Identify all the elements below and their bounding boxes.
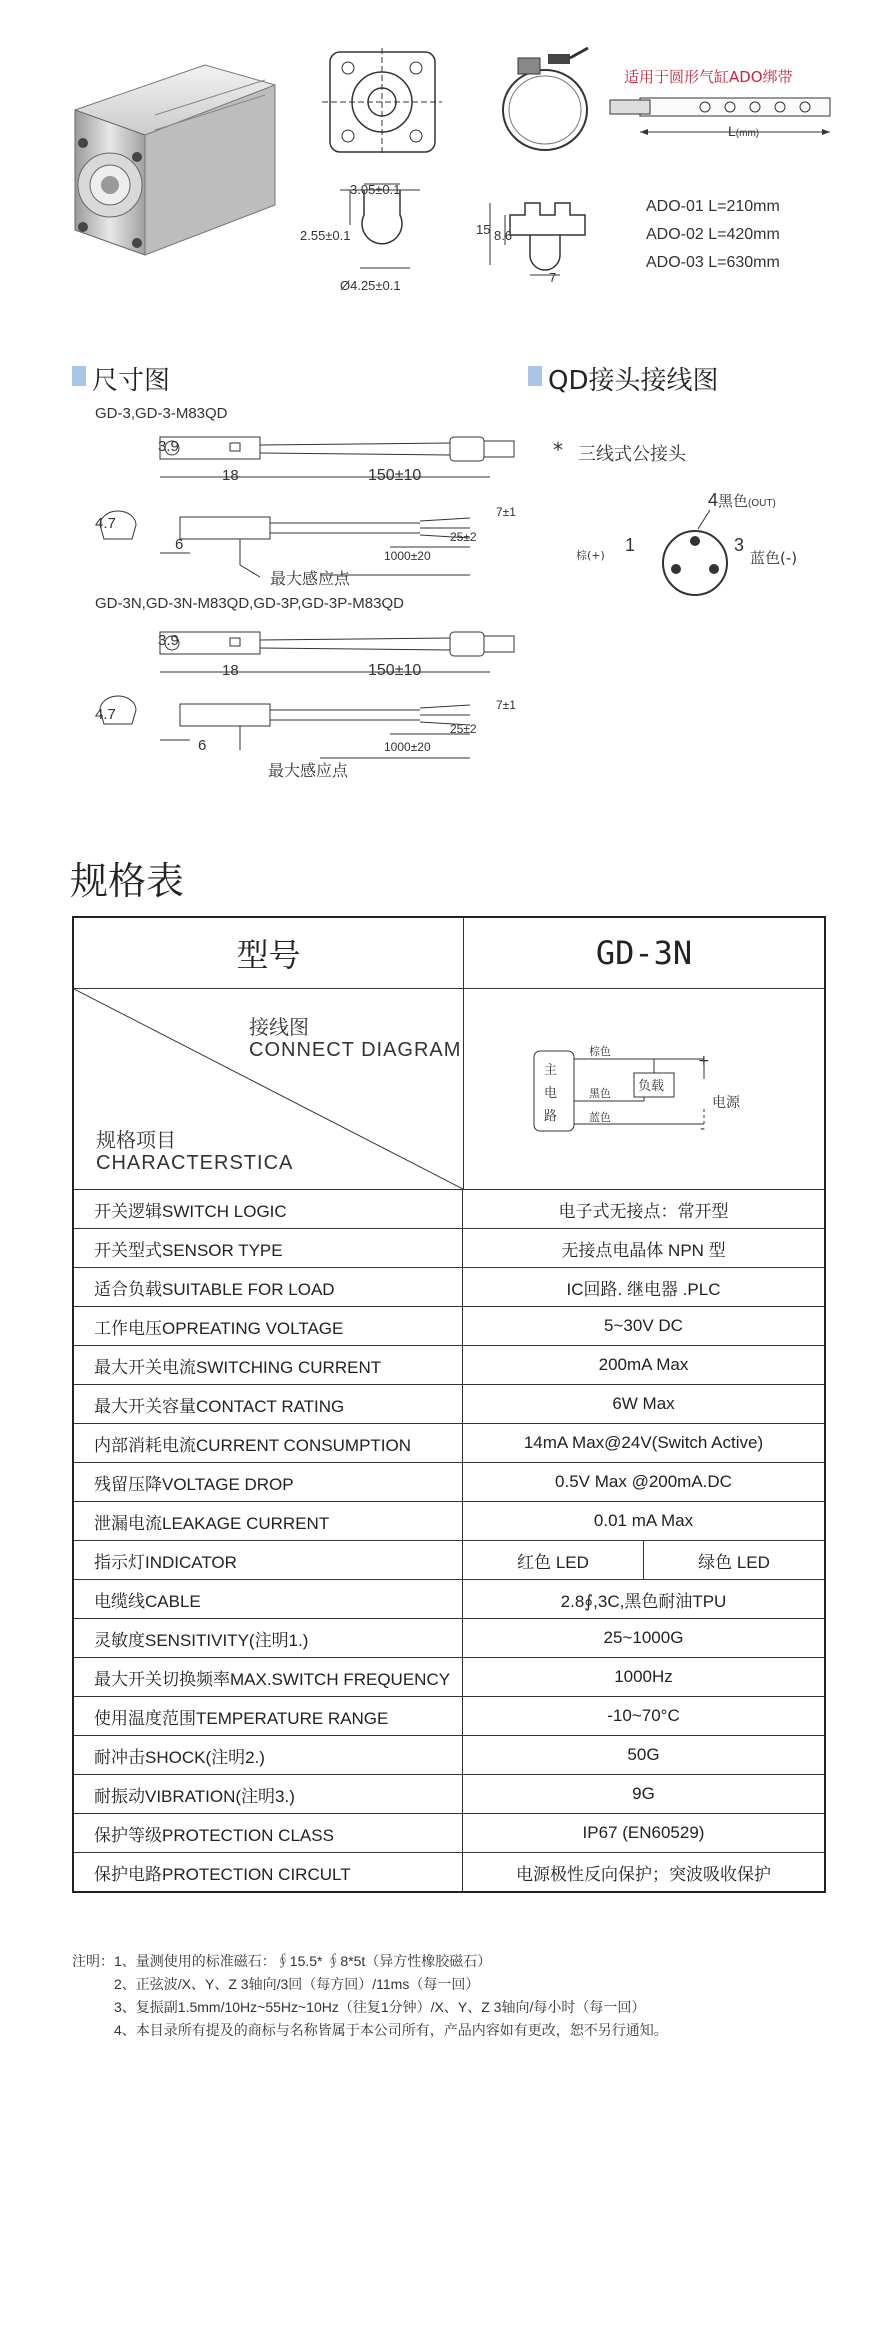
spec-row-cable: 电缆线CABLE 2.8∮,3C,黑色耐油TPU (74, 1579, 824, 1618)
spec-row-protection-circuit: 保护电路PROTECTION CIRCULT 电源极性反向保护；突波吸收保护 (74, 1852, 824, 1891)
spec-diagram-cell (464, 989, 824, 1189)
dim-6-b: 6 (198, 737, 207, 754)
dim-4-7-a: 4.7 (95, 515, 116, 532)
spec-row-sensitivity: 灵敏度SENSITIVITY(注明1.) 25~1000G (74, 1618, 824, 1657)
dim-3-05: 3.05±0.1 (350, 182, 401, 197)
top-product-area (0, 0, 891, 330)
spec-row-frequency: 最大开关切换频率MAX.SWITCH FREQUENCY 1000Hz (74, 1657, 824, 1696)
dim-3-9-a: 3.9 (158, 438, 179, 455)
spec-row-contact-rating: 最大开关容量CONTACT RATING 6W Max (74, 1384, 824, 1423)
spec-header-model: 型号 (74, 918, 464, 988)
dims-model-2: GD-3N,GD-3N-M83QD,GD-3P,GD-3P-M83QD (95, 595, 404, 612)
cylinder-product-image (55, 55, 305, 275)
sensing-point-b: 最大感应点 (268, 761, 349, 780)
note-2: 2、正弦波/X、Y、Z 3轴向/3回（每方回）/11ms（每一回） (114, 1976, 480, 1992)
note-1: 注明：1、量测使用的标准磁石：∮15.5* ∮8*5t（异方性橡胶磁石） (72, 1953, 492, 1969)
dim-25-a: 25±2 (450, 530, 477, 544)
indicator-green: 绿色 LED (643, 1541, 824, 1579)
spec-row-voltage: 工作电压OPREATING VOLTAGE 5~30V DC (74, 1306, 824, 1345)
dim-15: 15 (476, 222, 491, 237)
spec-table (72, 916, 826, 1893)
dim-18-b: 18 (222, 662, 239, 679)
qd-star: * (553, 438, 563, 462)
notes (72, 1950, 668, 2042)
qd-pin3-label: 蓝色(-) (750, 549, 798, 567)
circuit-main-2: 电 (544, 1086, 558, 1101)
spec-row-vibration: 耐振动VIBRATION(注明3.) 9G (74, 1774, 824, 1813)
ado-title: 适用于圆形气缸ADO绑带 (624, 68, 793, 86)
dim-6-a: 6 (175, 536, 184, 553)
note-3: 3、复振副1.5mm/10Hz~55Hz~10Hz（往复1分钟）/X、Y、Z 3轴向/每小时（每一回） (114, 1999, 646, 2015)
diagram-cn: 接线图 (249, 1017, 309, 1039)
spec-row-indicator: 指示灯INDICATOR 红色 LED 绿色 LED (74, 1540, 824, 1579)
spec-title: 规格表 (70, 859, 185, 903)
spec-row-sensor-type: 开关型式SENSOR TYPE 无接点电晶体 NPN 型 (74, 1228, 824, 1267)
dim-7-a: 7±1 (496, 505, 516, 519)
indicator-red: 红色 LED (517, 1552, 589, 1572)
spec-row-switch-logic: 开关逻辑SWITCH LOGIC 电子式无接点：常开型 (74, 1189, 824, 1228)
ado-axis-label: L(mm) (728, 123, 760, 139)
spec-row-protection-class: 保护等级PROTECTION CLASS IP67 (EN60529) (74, 1813, 824, 1852)
qd-title-marker (528, 366, 542, 386)
ado-01: ADO-01 L=210mm (646, 198, 780, 215)
dims-model-1: GD-3,GD-3-M83QD (95, 405, 228, 422)
spec-diagram-label-cell (74, 989, 464, 1189)
spec-row-shock: 耐冲击SHOCK(注明2.) 50G (74, 1735, 824, 1774)
circuit-load: 负载 (638, 1079, 665, 1094)
items-cn: 规格项目 (96, 1130, 176, 1152)
circuit-black: 黑色 (589, 1087, 611, 1100)
dims-title: 尺寸图 (92, 366, 171, 396)
note-4: 4、本目录所有提及的商标与名称皆属于本公司所有，产品内容如有更改，恕不另行通知。 (114, 2022, 668, 2038)
circuit-main-1: 主 (544, 1063, 558, 1078)
flange-drawing (318, 46, 448, 161)
dim-8-6: 8.6 (494, 228, 513, 243)
qd-pin1: 1 (625, 535, 636, 555)
spec-header-row (74, 918, 824, 988)
spec-header-value: GD-3N (595, 934, 693, 972)
circuit-power: 电源 (712, 1095, 740, 1111)
ado-03: ADO-03 L=630mm (646, 254, 780, 271)
dim-7-b: 7±1 (496, 698, 516, 712)
spec-row-switching-current: 最大开关电流SWITCHING CURRENT 200mA Max (74, 1345, 824, 1384)
ado-band-drawing (600, 90, 840, 150)
spec-row-load: 适合负载SUITABLE FOR LOAD IC回路. 继电器 .PLC (74, 1267, 824, 1306)
dim-2-55: 2.55±0.1 (300, 228, 351, 243)
spec-row-leakage: 泄漏电流LEAKAGE CURRENT 0.01 mA Max (74, 1501, 824, 1540)
dim-1000-b: 1000±20 (384, 740, 431, 754)
qd-subtitle: 三线式公接头 (578, 444, 686, 465)
dim-7: 7 (549, 270, 557, 285)
spec-row-current-consumption: 内部消耗电流CURRENT CONSUMPTION 14mA Max@24V(Switch Active) (74, 1423, 824, 1462)
qd-connector-diagram (640, 505, 760, 625)
qd-pin3: 3 (734, 535, 745, 555)
spec-diagram-row (74, 988, 824, 1189)
diagram-en: CONNECT DIAGRAM (249, 1039, 462, 1061)
ring-band-drawing (490, 40, 600, 160)
qd-pin1-label: 棕(+) (576, 549, 605, 562)
dims-title-marker (72, 366, 86, 386)
dim-18-a: 18 (222, 467, 239, 484)
circuit-main-3: 路 (544, 1109, 558, 1124)
dim-3-9-b: 3.9 (158, 632, 179, 649)
bracket-drawing (470, 195, 610, 285)
spec-row-voltage-drop: 残留压降VOLTAGE DROP 0.5V Max @200mA.DC (74, 1462, 824, 1501)
circuit-plus: + (698, 1053, 710, 1069)
dim-4-25: Ø4.25±0.1 (340, 278, 401, 293)
circuit-brown: 棕色 (589, 1045, 611, 1058)
dim-25-b: 25±2 (450, 722, 477, 736)
sensing-point-a: 最大感应点 (270, 569, 351, 588)
qd-pin4: 4黑色(OUT) (708, 490, 776, 510)
ado-02: ADO-02 L=420mm (646, 226, 780, 243)
dim-4-7-b: 4.7 (95, 706, 116, 723)
circuit-minus: - (700, 1121, 706, 1137)
items-en: CHARACTERSTICA (96, 1152, 294, 1174)
dim-150-a: 150±10 (368, 467, 422, 484)
dim-150-b: 150±10 (368, 662, 422, 679)
spec-row-temperature: 使用温度范围TEMPERATURE RANGE -10~70°C (74, 1696, 824, 1735)
qd-title: QD接头接线图 (548, 366, 719, 396)
dim-1000-a: 1000±20 (384, 549, 431, 563)
circuit-blue: 蓝色 (589, 1111, 611, 1124)
